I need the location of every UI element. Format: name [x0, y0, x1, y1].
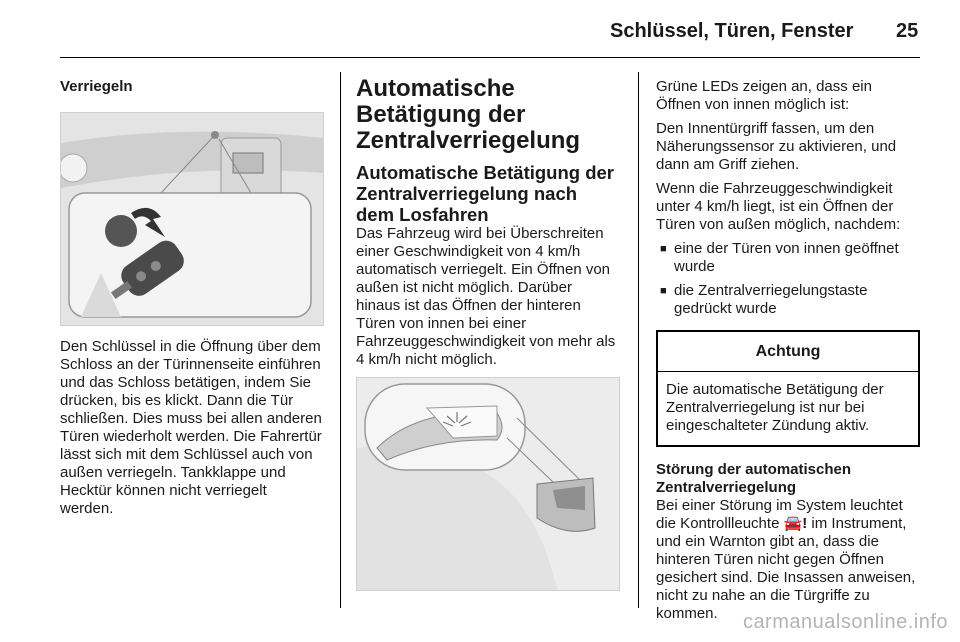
caution-title: Achtung: [658, 332, 918, 372]
door-handle-led-illustration: [357, 378, 619, 590]
column-divider-right: [638, 72, 639, 608]
fault-section-heading: Störung der automatischen Zentralverriegelung: [656, 461, 852, 496]
green-led-paragraph: Grüne LEDs zeigen an, dass ein Öffnen von innen möglich ist:: [656, 78, 872, 113]
verriegeln-paragraph: Den Schlüssel in die Öffnung über dem Schloss an der Türinnenseite einführen und das Schloss betätigen, indem Sie drücken, bis es klickt. Dann die Tür schließen. Dies muss bei allen anderen Türen wiederholt werden. Die Fahrertür lässt sich mit dem Schlüssel auch von außen verriegeln. Tankklappe und Hecktür können nicht verriegelt werden.: [60, 338, 322, 517]
door-warning-icon: 🚘!: [783, 515, 808, 532]
section-title-automatic-locking: Automatische Betätigung der Zentralverriegelung: [356, 75, 581, 154]
caution-text: Die automatische Betätigung der Zentralverriegelung ist nur bei eingeschalteter Zündung aktiv.: [666, 381, 884, 434]
fault-paragraph: Bei einer Störung im System leuchtet die Kontrollleuchte 🚘! im Instrument, und ein Warnton gibt an, dass die hinteren Türen nicht gegen Öffnen gesichert sind. Die Insassen anweisen, nicht zu nahe an die Türgriffe zu kommen.: [656, 497, 916, 622]
list-item: ■ eine der Türen von innen geöffnet wurde: [660, 240, 899, 275]
column-middle: [356, 72, 620, 591]
column-divider-left: [340, 72, 341, 608]
header-rule: [60, 57, 920, 58]
key-into-lock-illustration: [61, 113, 323, 325]
speed-condition-paragraph: Wenn die Fahrzeuggeschwindigkeit unter 4 km/h liegt, ist ein Öffnen der Türen von außen möglich, nachdem:: [656, 180, 901, 233]
watermark: carmanualsonline.info: [742, 611, 948, 633]
list-item: ■ die Zentralverriegelungstaste gedrückt wurde: [660, 282, 868, 317]
condition-list: [656, 240, 920, 318]
column-left: [60, 72, 324, 518]
section-heading-verriegeln: Verriegeln: [60, 78, 133, 95]
key-lock-figure: [60, 112, 324, 326]
caution-box: [656, 330, 920, 447]
bullet-icon: ■: [660, 243, 667, 255]
subsection-title-after-driving-off: Automatische Betätigung der Zentralverriegelung nach dem Losfahren: [356, 162, 614, 225]
automatic-locking-paragraph: Das Fahrzeug wird bei Überschreiten einer Geschwindigkeit von 4 km/h automatisch verriegelt. Ein Öffnen von außen ist nicht möglich. Darüber hinaus ist das Öffnen der hinteren Türen von innen bei einer Fahrzeuggeschwindigkeit von mehr als 4 km/h nicht möglich.: [356, 225, 616, 368]
inner-handle-paragraph: Den Innentürgriff fassen, um den Näherungssensor zu aktivieren, und dann am Griff ziehen.: [656, 120, 897, 173]
column-right: [656, 72, 920, 623]
page-number: 25: [896, 20, 919, 42]
door-handle-figure: [356, 377, 620, 591]
bullet-icon: ■: [660, 285, 667, 297]
page-header-title: Schlüssel, Türen, Fenster: [610, 20, 854, 42]
